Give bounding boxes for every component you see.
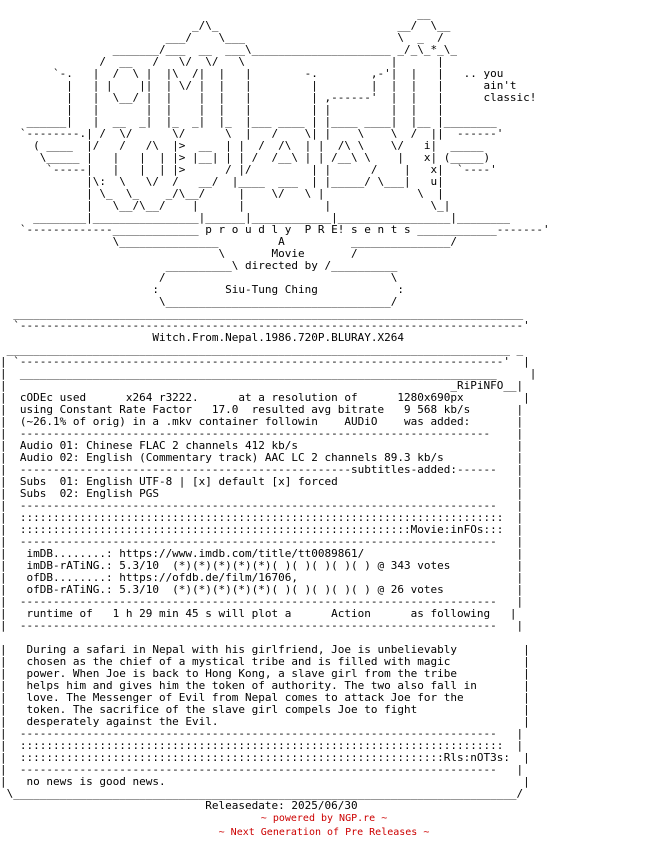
separator: | ----------------------------------------------------------------------- | bbox=[0, 427, 524, 440]
dotted-divider: | ------------------------------------------------------------------------ | | ::::::::::::::::::::::::::::::::::::::::::::::::::::::::::::::::::::::::: | bbox=[0, 727, 524, 752]
box-bottom: \____________________________________________________________________________/ bbox=[0, 787, 524, 800]
separator: | ------------------------------------------------------------------------ | bbox=[0, 535, 524, 548]
release-date: Releasedate: 2025/06/30 bbox=[0, 799, 358, 812]
nfo-text bbox=[0, 8, 648, 812]
subtitles-header: | --------------------------------------------------subtitles-added:------ | bbox=[0, 463, 524, 476]
dotted-divider: | ------------------------------------------------------------------------ | | ::::::::::::::::::::::::::::::::::::::::::::::::::::::::::::::::::::::::: | bbox=[0, 499, 524, 524]
audio-info: | Audio 01: Chinese FLAC 2 channels 412 kb/s | | Audio 02: English (Commentary track) AAC LC 2 channels 89.3 kb/s | bbox=[0, 439, 524, 464]
box-top: ____________________________________________________________________________ _ | `-------------------------------------------------------------------------' | | ________________________________________________________________________ | bbox=[0, 343, 537, 380]
ascii-logo: __ _/\_ __/ \__ ___/ \___ \ _ / _______/___ __ ___\_____________________ _/_\_*_\_ / __ / \/ \/ \ | | `-. | / \ | |\ /| | | -. ,-'| | | .. you | | | || | \/ | | | | | | | | ain't | | \__/ | | | | | | ,------' | | | classic! | | | | | | | | | | | | ______| | __ _| |_ _| |_ |___ ____ | |____ ____| |__ |________ `--------.| / \/ \/ \ | / \| | \ \ / || ------' ( ____ |/ / /\ |> __ | | / /\ | | /\ \ \/ i| _____ \_____ | | | | |> |__| | | / /__\ | | /__\ \ | x| (_____) `-----| | | | |> / |/ | | / | x| `----' |\: \ \/ / __/ |____ ___ | |_____/ \___| u| | \_ \_ _/\__/ | \/ \ | \ | | \__/\__/ | | | \_| ________|________________|______|____________|_________________|________ `-------------_____________ p r o u d l y P R E! s e n t s ____________-------' \_______________ A _______________/ \ Movie / __________\ directed by /__________ / \ : Siu-Tung Ching : \__________________________________/ _____________________________________________________________________________ `----------------------------------------------------------------------------' bbox=[13, 8, 550, 332]
separator: | ------------------------------------------------------------------------ | bbox=[0, 595, 524, 608]
movie-info-header: | :::::::::::::::::::::::::::::::::::::::::::::::::::::::::::Movie:inFOs::: | bbox=[0, 523, 524, 536]
separator: | ------------------------------------------------------------------------ | bbox=[0, 619, 524, 632]
tagline-footer: ~ Next Generation of Pre Releases ~ bbox=[218, 827, 430, 838]
subtitles-info: | Subs 01: English UTF-8 | [x] default [x] forced | | Subs 02: English PGS | bbox=[0, 475, 524, 500]
release-notes: | no news is good news. | bbox=[0, 775, 530, 788]
release-notes-header: | ::::::::::::::::::::::::::::::::::::::::::::::::::::::::::::::::Rls:nOT3s: | bbox=[0, 751, 530, 764]
runtime-line: | runtime of 1 h 29 min 45 s will plot a Action as following | bbox=[0, 607, 517, 620]
database-info: | imDB........: https://www.imdb.com/title/tt0089861/ | | imDB-rATiNG.: 5.3/10 (*)(*)(*)(*)(*)( )( )( )( )( ) @ 343 votes | | ofDB........: https://ofdb.de/film/16706, | | ofDB-rATiNG.: 5.3/10 (*)(*)(*)(*)(*)( )( )( )( )( ) @ 26 votes | bbox=[0, 547, 524, 596]
separator: | ------------------------------------------------------------------------ | bbox=[0, 763, 524, 776]
plot-summary: | During a safari in Nepal with his girlfriend, Joe is unbelievably | | chosen as the chief of a mystical tribe and is filled with magic | | power. When Joe is back to Hong Kong, a slave girl from the tribe | | helps him and gives him the token of authority. The two also fall in | | love. The Messenger of Evil from Nepal comes to attack Joe for the | | token. The sacrifice of the slave girl compels Joe to fight | | desperately against the Evil. | bbox=[0, 643, 530, 728]
powered-by-footer: ~ powered by NGP.re ~ bbox=[260, 813, 388, 824]
ripinfo-header: | _RiPiNFO__| bbox=[0, 379, 524, 392]
video-info: | cODEc used x264 r3222. at a resolution of 1280x690px | | using Constant Rate Factor 17.0 resulted avg bitrate 9 568 kb/s | | (~26.1% of orig) in a .mkv container followin AUDiO was added: | bbox=[0, 391, 530, 428]
release-name: Witch.From.Nepal.1986.720P.BLURAY.X264 bbox=[0, 331, 404, 344]
